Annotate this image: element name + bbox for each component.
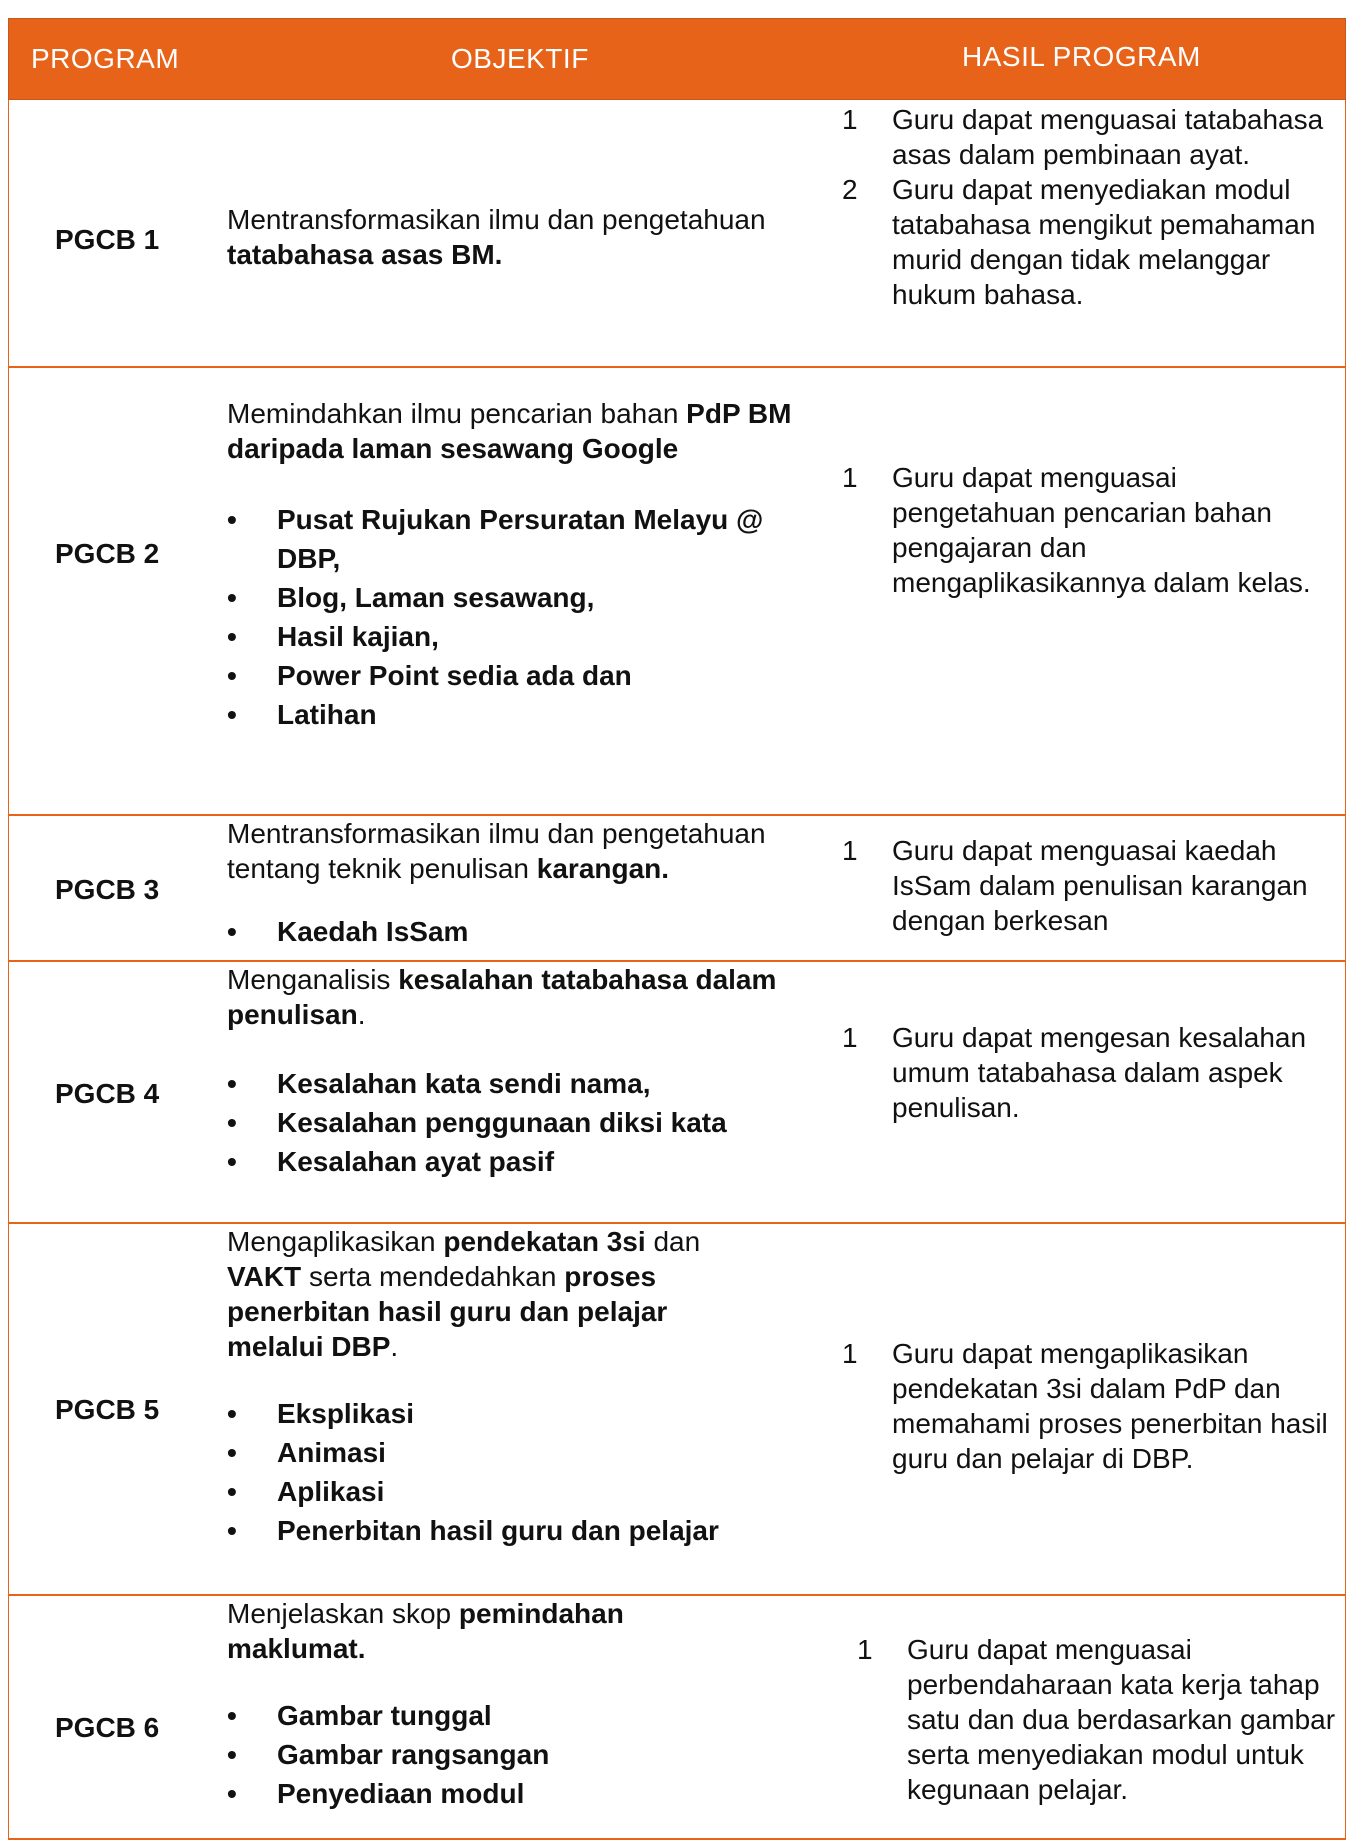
table-row [8, 962, 1346, 1224]
objektif-text [227, 816, 827, 951]
list-item: • Hasil kajian, [227, 617, 767, 656]
list-item: • Kesalahan kata sendi nama, [227, 1064, 787, 1103]
hasil-list [842, 1020, 1340, 1125]
table-row [8, 816, 1346, 962]
list-item: • Blog, Laman sesawang, [227, 578, 767, 617]
objektif-text [227, 1596, 667, 1813]
hasil-list [842, 460, 1340, 600]
hasil-text: Guru dapat menguasai perbendaharaan kata kerja tahap satu dan dua berdasarkan gambar serta menyediakan modul untuk kegunaan pelajar. [907, 1634, 1336, 1805]
objektif-text [227, 396, 797, 734]
list-item: • Kesalahan penggunaan diksi kata [227, 1103, 787, 1142]
list-item: • Penerbitan hasil guru dan pelajar [227, 1511, 787, 1550]
objektif-bold: pendekatan 3si [443, 1226, 646, 1257]
hasil-number: 2 [842, 174, 858, 205]
list-item: • Latihan [227, 695, 767, 734]
hasil-text: Guru dapat menguasai kaedah IsSam dalam penulisan karangan dengan berkesan [892, 835, 1308, 936]
hasil-item [842, 833, 1340, 938]
objektif-text [227, 962, 787, 1181]
objektif-text [227, 202, 847, 272]
hasil-item [842, 102, 1340, 172]
program-name: PGCB 1 [55, 224, 160, 255]
hasil-item [842, 1336, 1340, 1476]
objektif-text [227, 1224, 767, 1550]
bullet-list [227, 1696, 667, 1813]
program-name: PGCB 3 [55, 874, 160, 905]
objektif-plain: Menjelaskan skop [227, 1598, 452, 1629]
hasil-list [842, 1336, 1340, 1476]
objektif-part: dan [653, 1226, 701, 1257]
hasil-number: 1 [842, 104, 858, 135]
list-item: • Eksplikasi [227, 1394, 787, 1433]
header-hasil-program: HASIL PROGRAM [962, 41, 1201, 72]
objektif-part: serta mendedahkan [308, 1261, 557, 1292]
list-item: • Power Point sedia ada dan [227, 656, 767, 695]
objektif-bold: pemindahan maklumat. [227, 1598, 624, 1664]
hasil-item [857, 1632, 1337, 1807]
objektif-bold: karangan. [536, 853, 670, 884]
hasil-list [842, 102, 1340, 312]
hasil-number: 1 [842, 1022, 858, 1053]
bullet-list [227, 912, 827, 951]
objektif-bold: PdP BM daripada laman sesawang Google [227, 398, 792, 464]
hasil-list [857, 1632, 1337, 1807]
hasil-number: 1 [842, 835, 858, 866]
program-table [8, 18, 1346, 1840]
list-item: • Kaedah IsSam [227, 912, 827, 951]
table-row [8, 1224, 1346, 1596]
hasil-text: Guru dapat mengaplikasikan pendekatan 3si dalam PdP dan memahami proses penerbitan hasil guru dan pelajar di DBP. [892, 1338, 1328, 1474]
hasil-item [842, 172, 1340, 312]
bullet-list [227, 500, 767, 734]
objektif-plain: Mentransformasikan ilmu dan pengetahuan [227, 204, 766, 235]
hasil-item [842, 460, 1340, 600]
hasil-text: Guru dapat menguasai pengetahuan pencarian bahan pengajaran dan mengaplikasikannya dalam kelas. [892, 462, 1311, 598]
bullet-list [227, 1064, 787, 1181]
hasil-number: 1 [842, 462, 858, 493]
objektif-part: Mengaplikasikan [227, 1226, 436, 1257]
bullet-list [227, 1394, 787, 1550]
objektif-plain: Menganalisis [227, 964, 391, 995]
list-item: • Kesalahan ayat pasif [227, 1142, 787, 1181]
program-name: PGCB 5 [55, 1394, 160, 1425]
hasil-list [842, 833, 1340, 938]
list-item: • Penyediaan modul [227, 1774, 667, 1813]
objektif-bold: kesalahan tatabahasa dalam penulisan [227, 964, 777, 1030]
table-row [8, 100, 1346, 368]
list-item: • Animasi [227, 1433, 787, 1472]
objektif-bold: tatabahasa asas BM. [227, 239, 503, 270]
objektif-bold: proses penerbitan hasil guru dan pelajar melalui DBP [227, 1261, 668, 1362]
table-row [8, 1596, 1346, 1840]
hasil-text: Guru dapat menyediakan modul tatabahasa mengikut pemahaman murid dengan tidak melanggar hukum bahasa. [892, 174, 1316, 310]
objektif-part: . [390, 1331, 399, 1362]
list-item: • Pusat Rujukan Persuratan Melayu @ DBP, [227, 500, 767, 578]
hasil-number: 1 [842, 1338, 858, 1369]
header-objektif: OBJEKTIF [451, 43, 589, 74]
list-item: • Aplikasi [227, 1472, 787, 1511]
objektif-plain: Mentransformasikan ilmu dan pengetahuan tentang teknik penulisan [227, 818, 766, 884]
program-name: PGCB 4 [55, 1078, 160, 1109]
list-item: • Gambar tunggal [227, 1696, 667, 1735]
hasil-text: Guru dapat mengesan kesalahan umum tatabahasa dalam aspek penulisan. [892, 1022, 1307, 1123]
objektif-bold: VAKT [227, 1261, 302, 1292]
hasil-text: Guru dapat menguasai tatabahasa asas dalam pembinaan ayat. [892, 104, 1324, 170]
program-name: PGCB 2 [55, 538, 160, 569]
hasil-number: 1 [857, 1634, 873, 1665]
table-row [8, 368, 1346, 816]
table-header [8, 18, 1346, 100]
header-program: PROGRAM [31, 43, 180, 74]
hasil-item [842, 1020, 1340, 1125]
objektif-plain: Memindahkan ilmu pencarian bahan [227, 398, 679, 429]
program-name: PGCB 6 [55, 1712, 160, 1743]
list-item: • Gambar rangsangan [227, 1735, 667, 1774]
objektif-end: . [357, 999, 366, 1030]
